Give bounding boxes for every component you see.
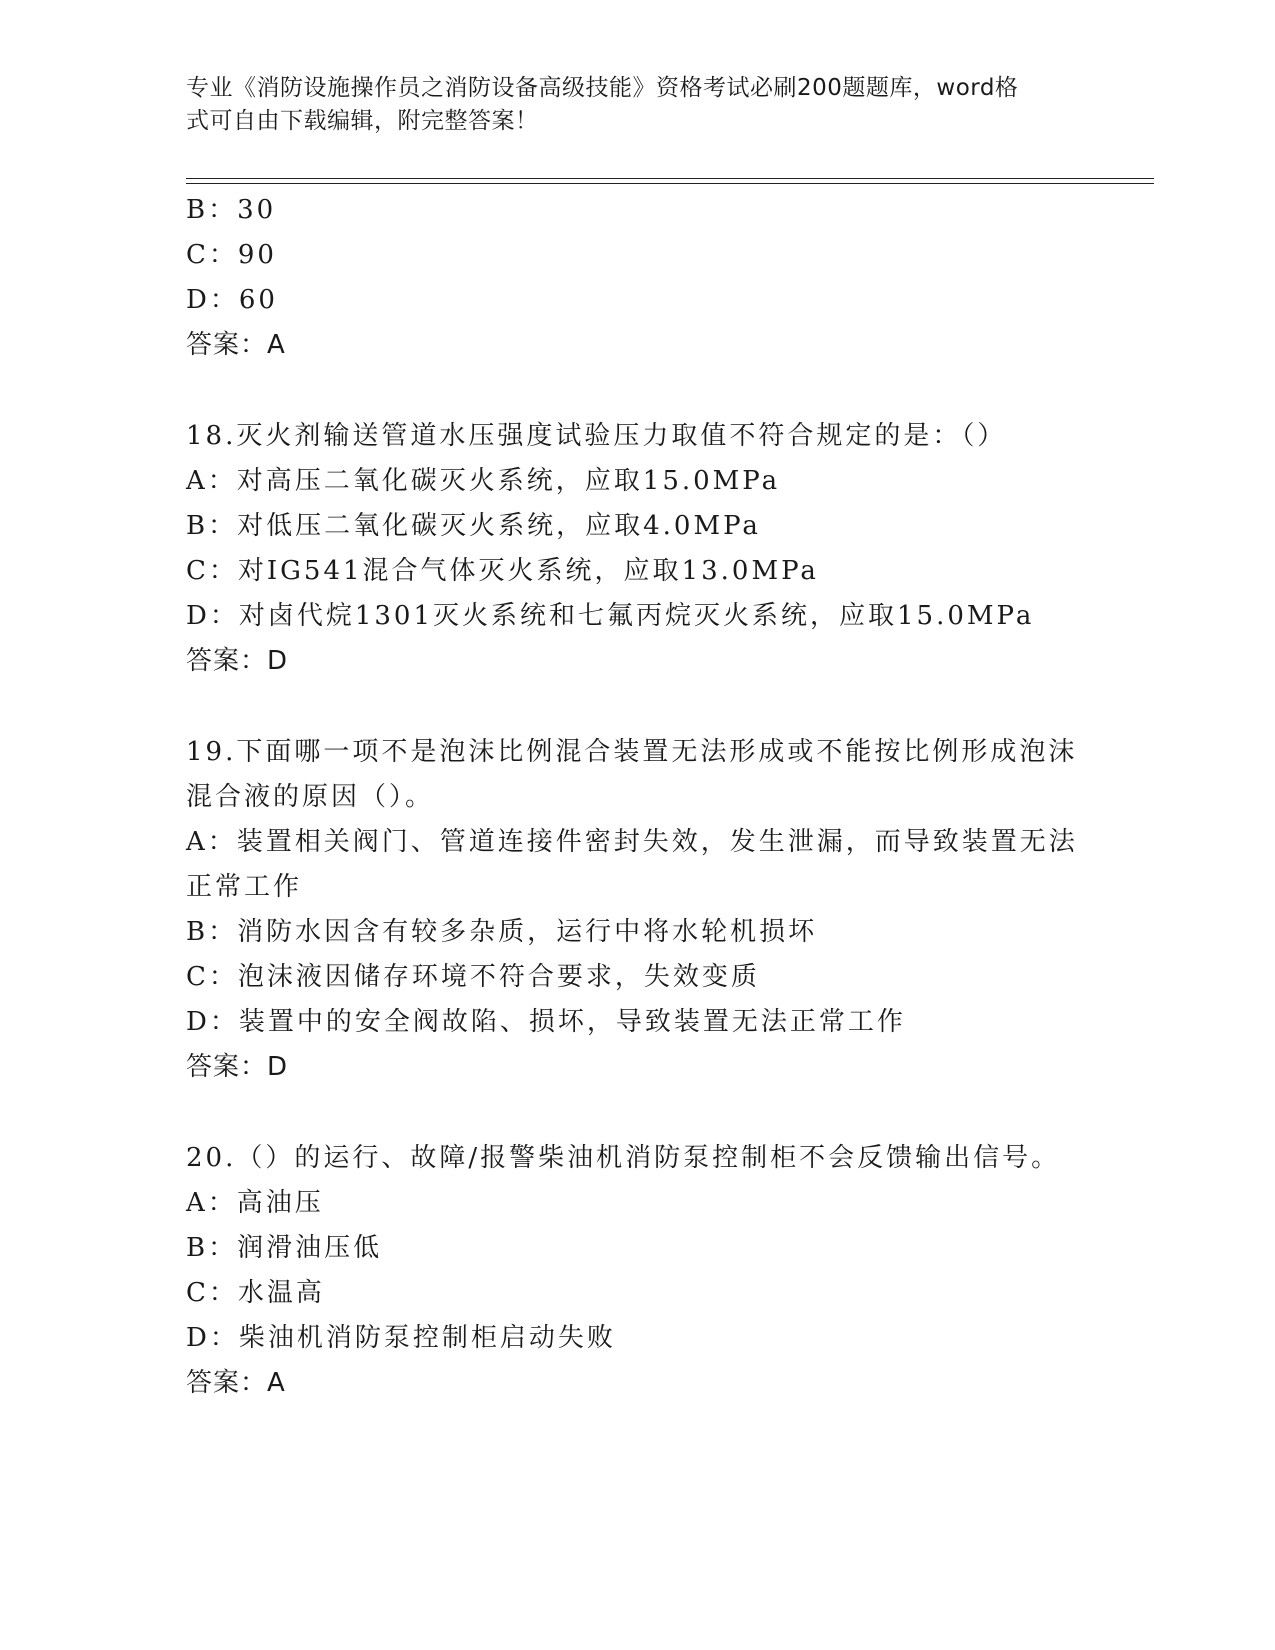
header-divider-top bbox=[186, 178, 1154, 179]
option-a-line-1: A：装置相关阀门、管道连接件密封失效，发生泄漏，而导致装置无法 bbox=[186, 827, 1078, 857]
document-header bbox=[186, 72, 1066, 138]
answer: 答案：D bbox=[186, 1052, 289, 1082]
header-line-1: 专业《消防设施操作员之消防设备高级技能》资格考试必刷200题题库，word格 bbox=[186, 75, 1019, 101]
option-d: D：60 bbox=[186, 285, 278, 315]
question-stem-line-1: 19.下面哪一项不是泡沫比例混合装置无法形成或不能按比例形成泡沫 bbox=[186, 737, 1078, 767]
answer: 答案：D bbox=[186, 646, 289, 676]
question-stem-line-2: 混合液的原因（）。 bbox=[186, 782, 435, 812]
question-stem: 20.（）的运行、故障/报警柴油机消防泵控制柜不会反馈输出信号。 bbox=[186, 1143, 1061, 1173]
question-19 bbox=[186, 730, 1086, 1090]
option-b: B：消防水因含有较多杂质，运行中将水轮机损坏 bbox=[186, 917, 818, 947]
question-17-tail bbox=[186, 188, 1086, 368]
question-18 bbox=[186, 414, 1086, 684]
option-a: A：对高压二氧化碳灭火系统，应取15.0MPa bbox=[186, 466, 781, 496]
header-line-2: 式可自由下载编辑，附完整答案！ bbox=[186, 108, 539, 134]
option-c: C：90 bbox=[186, 240, 277, 270]
option-b: B：30 bbox=[186, 195, 277, 225]
option-d: D：柴油机消防泵控制柜启动失败 bbox=[186, 1323, 616, 1353]
option-b: B：对低压二氧化碳灭火系统，应取4.0MPa bbox=[186, 511, 761, 541]
question-20 bbox=[186, 1136, 1086, 1406]
option-c: C：对IG541混合气体灭火系统，应取13.0MPa bbox=[186, 556, 819, 586]
option-d: D：装置中的安全阀故陷、损坏，导致装置无法正常工作 bbox=[186, 1007, 906, 1037]
header-divider-bottom bbox=[186, 183, 1154, 184]
option-d: D：对卤代烷1301灭火系统和七氟丙烷灭火系统，应取15.0MPa bbox=[186, 601, 1035, 631]
answer: 答案：A bbox=[186, 330, 286, 360]
question-stem: 18.灭火剂输送管道水压强度试验压力取值不符合规定的是：（） bbox=[186, 421, 1007, 451]
option-a: A：高油压 bbox=[186, 1188, 324, 1218]
option-c: C：泡沫液因储存环境不符合要求，失效变质 bbox=[186, 962, 760, 992]
option-a-line-2: 正常工作 bbox=[186, 872, 303, 902]
answer: 答案：A bbox=[186, 1368, 286, 1398]
option-b: B：润滑油压低 bbox=[186, 1233, 383, 1263]
option-c: C：水温高 bbox=[186, 1278, 325, 1308]
document-body bbox=[186, 188, 1086, 1406]
